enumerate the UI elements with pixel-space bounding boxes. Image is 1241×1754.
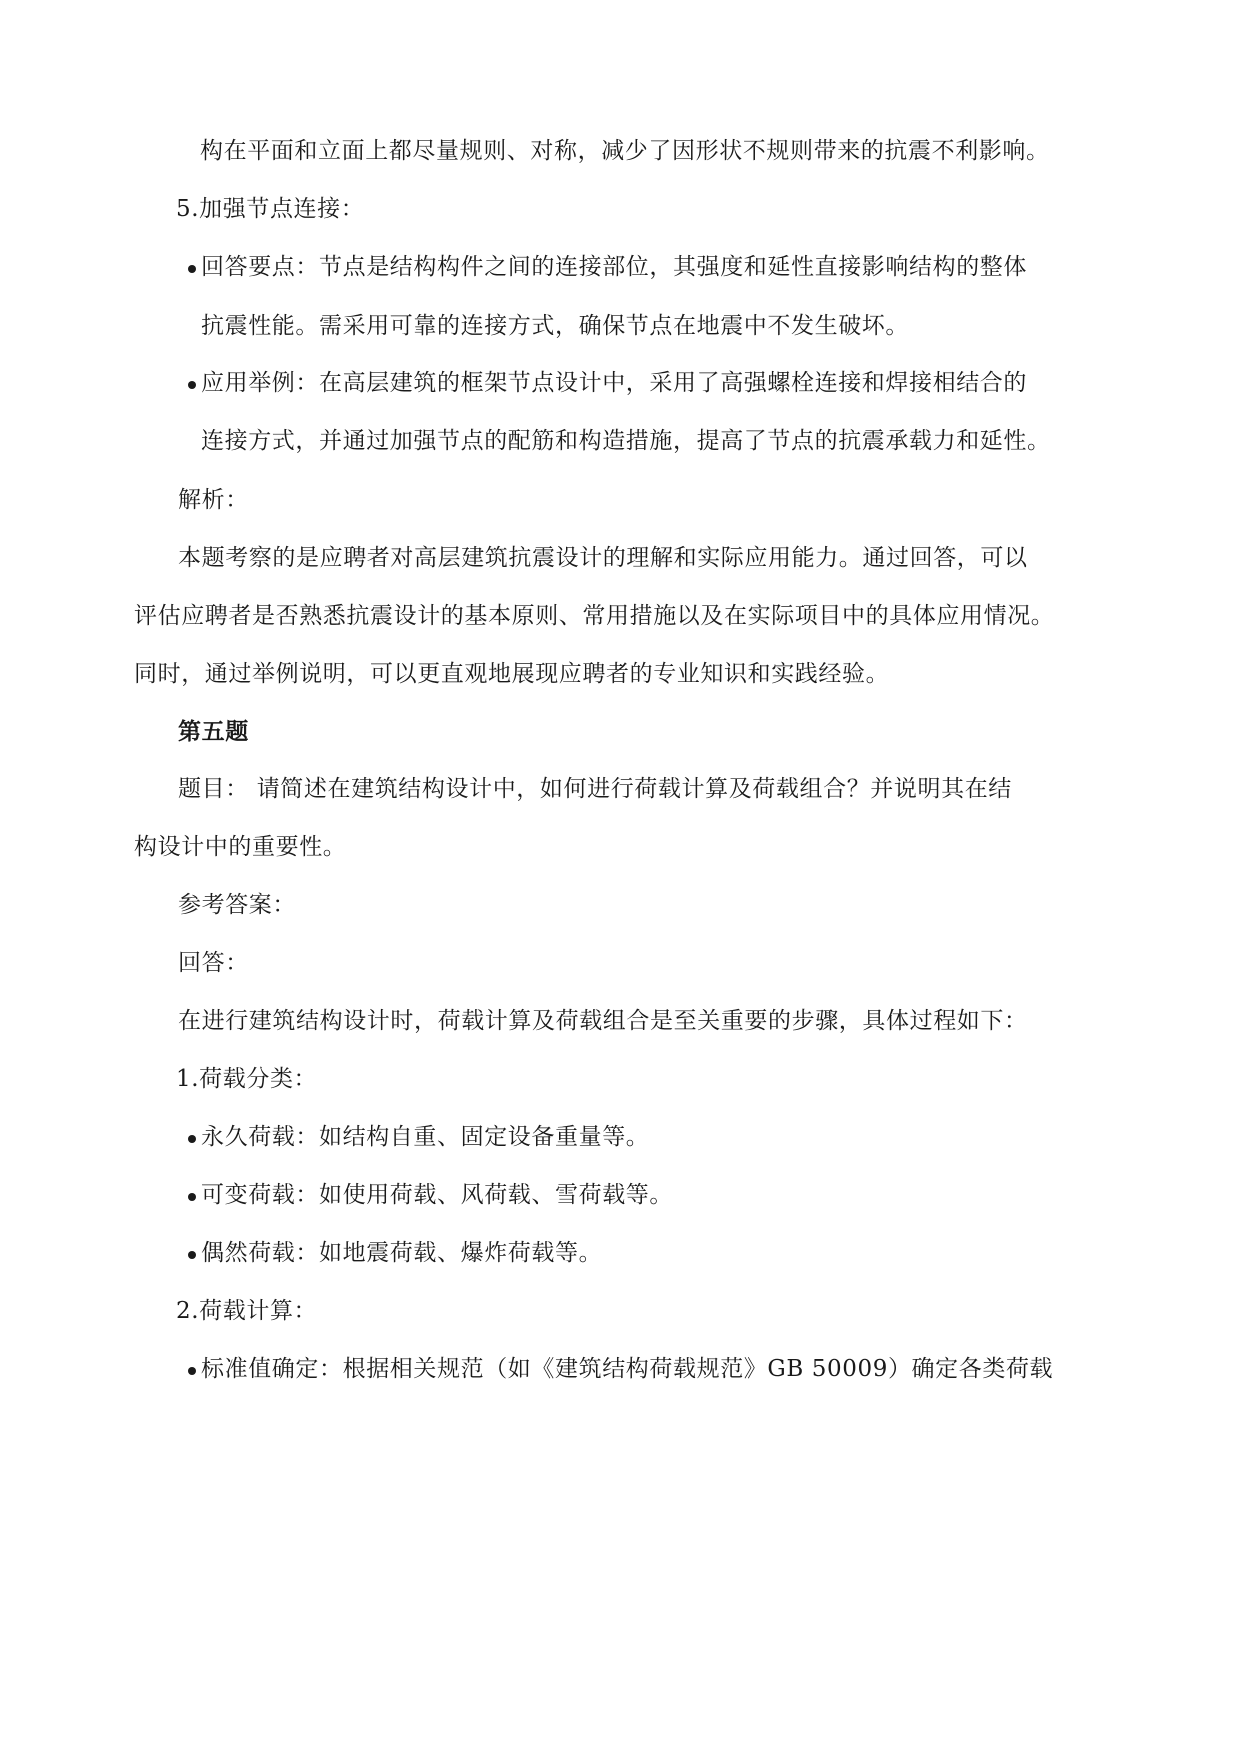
question-title: 第五题 <box>178 718 249 745</box>
list-item: 偶然荷载：如地震荷载、爆炸荷载等。 <box>201 1240 603 1266</box>
analysis-label: 解析： <box>178 487 249 513</box>
question-text: 题目： 请简述在建筑结构设计中，如何进行荷载计算及荷载组合？并说明其在结 <box>178 776 1012 802</box>
bullet-icon <box>188 1193 196 1201</box>
bullet-icon <box>188 1135 196 1143</box>
list-item: 回答要点：节点是结构构件之间的连接部位，其强度和延性直接影响结构的整体 <box>201 254 1027 280</box>
bullet-icon <box>188 1251 196 1259</box>
section-heading-2: 2.荷载计算： <box>176 1298 318 1324</box>
section-heading-5: 5.加强节点连接： <box>176 196 365 222</box>
bullet-icon <box>188 381 196 389</box>
bullet-icon <box>188 1367 196 1375</box>
section-heading-1: 1.荷载分类： <box>176 1066 318 1092</box>
paragraph-line: 本题考察的是应聘者对高层建筑抗震设计的理解和实际应用能力。通过回答，可以 <box>178 545 1028 571</box>
paragraph-line: 同时，通过举例说明，可以更直观地展现应聘者的专业知识和实践经验。 <box>134 661 890 687</box>
list-item: 永久荷载：如结构自重、固定设备重量等。 <box>201 1124 650 1150</box>
paragraph-line: 评估应聘者是否熟悉抗震设计的基本原则、常用措施以及在实际项目中的具体应用情况。 <box>134 603 1055 629</box>
question-text-continuation: 构设计中的重要性。 <box>134 834 347 860</box>
continuation-line: 构在平面和立面上都尽量规则、对称，减少了因形状不规则带来的抗震不利影响。 <box>200 138 1050 164</box>
list-item: 标准值确定：根据相关规范（如《建筑结构荷载规范》GB 50009）确定各类荷载 <box>201 1356 1054 1382</box>
list-item: 应用举例：在高层建筑的框架节点设计中，采用了高强螺栓连接和焊接相结合的 <box>201 370 1027 396</box>
reference-answer-label: 参考答案： <box>178 892 296 918</box>
paragraph-line: 在进行建筑结构设计时，荷载计算及荷载组合是至关重要的步骤，具体过程如下： <box>178 1008 1028 1034</box>
list-item-continuation: 抗震性能。需采用可靠的连接方式，确保节点在地震中不发生破坏。 <box>201 313 909 339</box>
list-item-continuation: 连接方式，并通过加强节点的配筋和构造措施，提高了节点的抗震承载力和延性。 <box>201 428 1051 454</box>
answer-label: 回答： <box>178 950 249 976</box>
bullet-icon <box>188 265 196 273</box>
list-item: 可变荷载：如使用荷载、风荷载、雪荷载等。 <box>201 1182 673 1208</box>
